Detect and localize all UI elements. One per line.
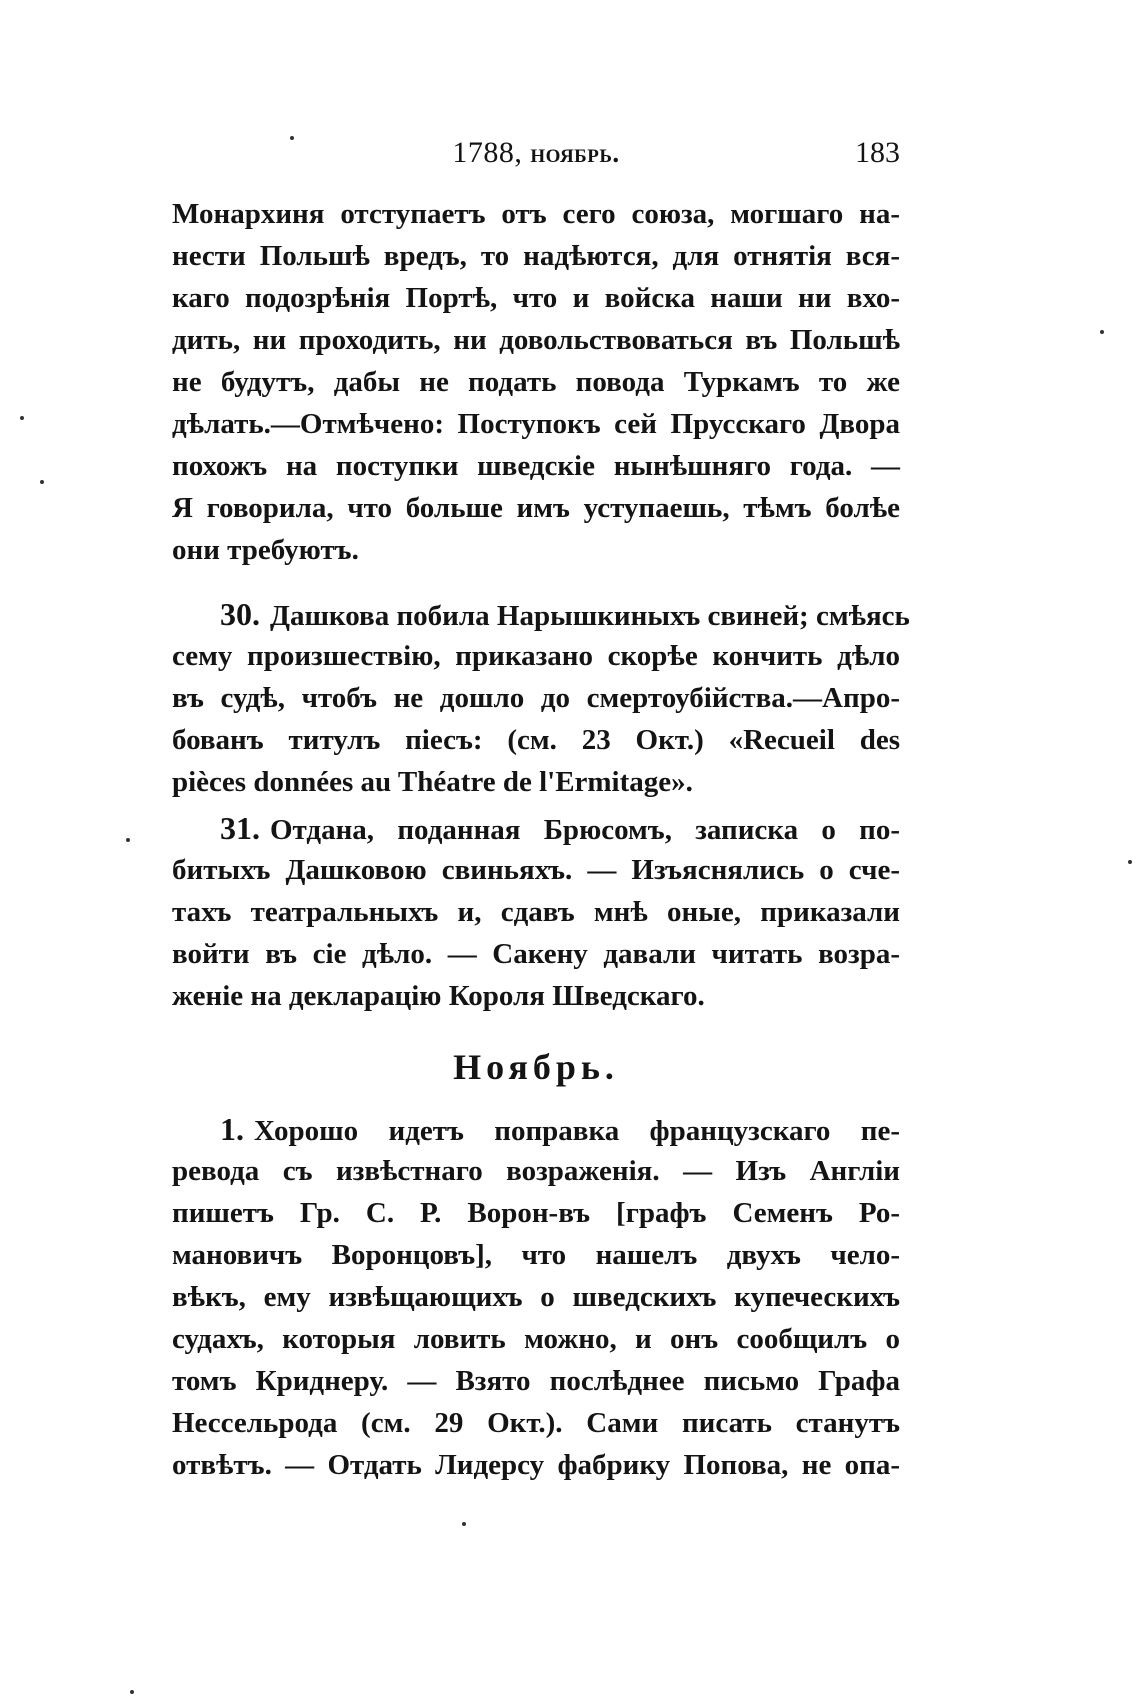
header-month: ноябрь. — [530, 138, 620, 168]
text-line: нести Польшѣ вредъ, то надѣются, для отнятія вся- — [172, 240, 900, 272]
text-line: вѣкъ, ему извѣщающихъ о шведскихъ купеческихъ — [172, 1281, 900, 1313]
text-line-content: Хорошо идетъ поправка французскаго пе- — [254, 1115, 900, 1147]
entry-day-number: 31. — [220, 810, 260, 846]
page-number: 183 — [855, 136, 900, 169]
text-line: пишетъ Гр. С. Р. Ворон-въ [графъ Семенъ Ро- — [172, 1197, 900, 1229]
diary-entry-31 — [172, 807, 900, 1017]
header-date — [172, 136, 900, 170]
text-line: томъ Криднеру. — Взято послѣднее письмо Графа — [172, 1365, 900, 1397]
text-line: Я говорила, что больше имъ уступаешь, тѣмъ болѣе — [172, 492, 900, 524]
entry-day-number: 1. — [220, 1111, 244, 1147]
scan-speck — [1100, 330, 1104, 334]
text-line: Нессельрода (см. 29 Окт.). Сами писать станутъ — [172, 1407, 900, 1439]
scan-speck — [40, 480, 44, 484]
text-line: мановичъ Воронцовъ], что нашелъ двухъ чело- — [172, 1239, 900, 1271]
text-line-content: Дашкова побила Нарышкиныхъ свиней; смѣясь — [270, 600, 910, 632]
text-line: ревода съ извѣстнаго возраженія. — Изъ Англіи — [172, 1155, 900, 1187]
text-line: отвѣтъ. — Отдать Лидерсу фабрику Попова, не опа- — [172, 1449, 900, 1481]
text-line — [172, 807, 900, 849]
scan-speck — [462, 1522, 466, 1526]
scan-speck — [20, 416, 24, 420]
text-line: Монархиня отступаетъ отъ сего союза, могшаго на- — [172, 198, 900, 230]
diary-entry-1 — [172, 1108, 900, 1486]
text-line — [172, 593, 910, 635]
entry-day-number: 30. — [220, 596, 260, 632]
text-line: не будутъ, дабы не подать повода Туркамъ то же — [172, 366, 900, 398]
text-line-content: Отдана, поданная Брюсомъ, записка о по- — [270, 814, 900, 846]
text-line: сему произшествію, приказано скорѣе кончить дѣло — [172, 640, 900, 672]
text-line: войти въ сіе дѣло. — Сакену давали читать возра- — [172, 938, 900, 970]
text-line: дить, ни проходить, ни довольствоваться въ Польшѣ — [172, 324, 900, 356]
text-line — [172, 1108, 900, 1150]
text-line: бованъ титулъ піесъ: (см. 23 Окт.) «Recueil des — [172, 724, 900, 756]
scan-speck — [126, 838, 130, 842]
scan-speck — [1128, 860, 1132, 864]
text-line: въ судѣ, чтобъ не дошло до смертоубійства.—Апро- — [172, 682, 900, 714]
text-line: женіе на декларацію Короля Шведскаго. — [172, 980, 705, 1012]
text-line: дѣлать.—Отмѣчено: Поступокъ сей Прусскаго Двора — [172, 408, 900, 440]
text-line: тахъ театральныхъ и, сдавъ мнѣ оные, приказали — [172, 896, 900, 928]
text-line: они требуютъ. — [172, 534, 359, 566]
text-line: судахъ, которыя ловить можно, и онъ сообщилъ о — [172, 1323, 900, 1355]
scan-speck — [130, 1690, 134, 1694]
diary-entry-30 — [172, 593, 910, 803]
section-heading: Ноябрь. — [453, 1047, 619, 1087]
text-line: каго подозрѣнія Портѣ, что и войска наши ни вхо- — [172, 282, 900, 314]
text-line: похожъ на поступки шведскіе нынѣшняго года. — — [172, 450, 900, 482]
text-line: pièces données au Théatre de l'Ermitage». — [172, 766, 693, 798]
header-year: 1788, — [452, 136, 523, 169]
running-header — [172, 136, 900, 176]
scan-speck — [290, 136, 294, 140]
text-line: битыхъ Дашковою свиньяхъ. — Изъяснялись о сче- — [172, 854, 900, 886]
paragraph-continuation — [172, 193, 900, 571]
